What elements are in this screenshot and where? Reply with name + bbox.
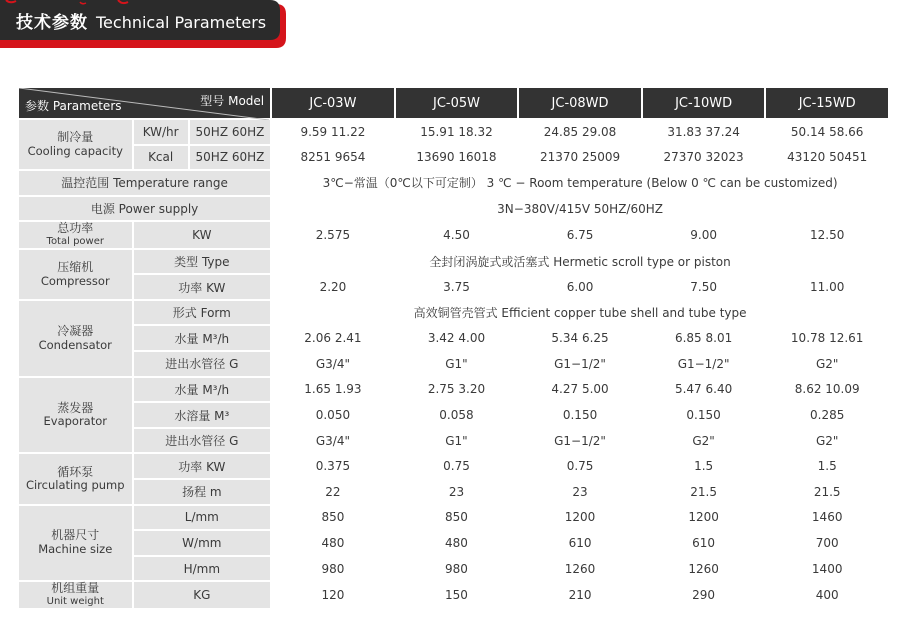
model-header: JC-03W [272, 88, 394, 118]
table-header-row [19, 88, 888, 118]
table-row [19, 403, 888, 427]
sub-label: 进出水管径 G [134, 352, 271, 376]
value-cell: 6.75 [566, 228, 594, 243]
power-supply-value: 3N−380V/415V 50HZ/60HZ [497, 201, 663, 216]
value-cell: 850 [321, 510, 345, 525]
category-label-en: Circulating pump [25, 478, 125, 493]
value-cell: 9.59 11.22 [300, 124, 366, 139]
category-label-en: Machine size [38, 542, 113, 557]
table-row [19, 582, 888, 607]
value-cell: 290 [692, 588, 716, 603]
value-cell: 23 [572, 484, 588, 499]
table-row [19, 480, 888, 504]
table-row [19, 301, 888, 325]
category-total-power [19, 222, 132, 247]
value-cell: 2.75 3.20 [427, 382, 486, 397]
value-cell: 13690 16018 [416, 150, 497, 165]
category-label-en: Evaporator [43, 414, 108, 429]
value-cell: 610 [692, 536, 716, 550]
value-cell: 4.27 5.00 [551, 382, 609, 397]
table-row [19, 250, 888, 274]
value-cell: 6.85 8.01 [674, 331, 733, 346]
section-title-zh: 技术参数 [16, 13, 88, 33]
category-evaporator [19, 378, 132, 453]
value-cell: 43120 50451 [787, 150, 868, 165]
value-cell: 11.00 [810, 280, 845, 295]
unit-cell: Kcal [134, 146, 188, 170]
category-label-zh: 冷凝器 [57, 323, 94, 338]
category-label-en: Unit weight [46, 596, 104, 608]
value-cell: G1−1/2" [677, 356, 730, 371]
value-cell: 1200 [564, 510, 596, 525]
sub-label: 水溶量 M³ [134, 403, 271, 427]
unit-cell: KG [134, 582, 271, 607]
category-condenser [19, 301, 132, 376]
value-cell: 7.50 [690, 280, 717, 295]
value-cell: 2.20 [319, 280, 347, 295]
value-cell: G2" [815, 433, 839, 448]
value-cell: G3/4" [315, 356, 350, 371]
value-cell: 21370 25009 [539, 150, 621, 165]
compressor-type-value: 全封闭涡旋式或活塞式 Hermetic scroll type or piston [429, 254, 731, 269]
decorative-accent [0, 0, 140, 10]
category-label-zh: 蒸发器 [57, 400, 94, 415]
value-cell: 0.375 [315, 459, 351, 474]
table-row [19, 326, 888, 350]
sub-label: 功率 KW [134, 454, 271, 478]
table-row [19, 506, 888, 530]
value-cell: 5.34 6.25 [551, 331, 609, 346]
table-row [19, 146, 888, 170]
category-machine-size [19, 506, 132, 581]
value-cell: 3.75 [443, 280, 470, 295]
value-cell: G1" [445, 433, 468, 448]
sub-label: 类型 Type [134, 250, 271, 274]
value-cell: 0.285 [810, 408, 845, 423]
category-compressor [19, 250, 132, 299]
value-cell: 610 [568, 536, 592, 550]
value-cell: 1.65 1.93 [304, 382, 362, 397]
table-row [19, 378, 888, 402]
table-row [19, 275, 888, 299]
value-cell: 27370 32023 [663, 150, 744, 165]
value-cell: 9.00 [690, 228, 717, 243]
value-cell: 12.50 [810, 228, 845, 243]
model-header: JC-08WD [519, 88, 641, 118]
value-cell: 400 [815, 588, 839, 603]
value-cell: 1460 [811, 510, 843, 525]
value-cell: 700 [815, 536, 839, 550]
value-cell: G2" [692, 433, 715, 448]
value-cell: 4.50 [443, 228, 470, 243]
category-label-en: Cooling capacity [27, 143, 123, 158]
category-circulating-pump [19, 454, 132, 503]
value-cell: 23 [448, 484, 465, 499]
sub-label: 进出水管径 G [134, 429, 271, 453]
value-cell: 980 [321, 561, 345, 576]
category-unit-weight [19, 582, 132, 607]
value-cell: G1−1/2" [554, 433, 606, 448]
value-cell: 1.5 [817, 459, 837, 474]
value-cell: 6.00 [566, 280, 594, 295]
value-cell: G3/4" [315, 433, 350, 448]
section-title-en: Technical Parameters [96, 13, 267, 32]
value-cell: 22 [325, 484, 341, 499]
unit-cell: KW [134, 222, 271, 247]
table-row [19, 557, 888, 581]
model-header: JC-05W [396, 88, 518, 118]
category-label-zh: 压缩机 [57, 259, 94, 274]
sub-label: 扬程 m [134, 480, 271, 504]
value-cell: 1260 [688, 561, 719, 576]
sub-label: 形式 Form [134, 301, 271, 325]
model-header: JC-15WD [766, 88, 888, 118]
value-cell: 8.62 10.09 [794, 382, 860, 397]
table-row [19, 352, 888, 376]
sub-label: L/mm [134, 506, 271, 530]
value-cell: 2.575 [315, 228, 351, 243]
value-cell: 850 [445, 510, 468, 525]
value-cell: 150 [445, 588, 468, 603]
sub-label: H/mm [134, 557, 271, 581]
value-cell: 24.85 29.08 [543, 124, 617, 139]
parameters-table [17, 86, 890, 610]
value-cell: 5.47 6.40 [674, 382, 733, 397]
unit-cell: KW/hr [134, 120, 188, 144]
category-cooling-capacity [19, 120, 132, 169]
value-cell: 21.5 [690, 484, 717, 499]
frequency-cell: 50HZ 60HZ [190, 146, 270, 170]
table-row [19, 454, 888, 478]
sub-label: 水量 M³/h [134, 326, 271, 350]
value-cell: G1−1/2" [554, 356, 606, 371]
corner-model-label: 型号 Model [200, 94, 265, 108]
value-cell: 980 [445, 561, 468, 576]
sub-label: 功率 KW [134, 275, 271, 299]
value-cell: 2.06 2.41 [304, 331, 362, 346]
condenser-form-value: 高效铜管壳管式 Efficient copper tube shell and tube type [413, 306, 747, 321]
value-cell: 10.78 12.61 [790, 331, 864, 346]
value-cell: 120 [321, 588, 345, 603]
corner-cell [19, 88, 270, 118]
value-cell: 0.75 [566, 459, 594, 474]
value-cell: 0.150 [562, 408, 598, 423]
value-cell: 0.050 [315, 408, 351, 423]
corner-param-label: 参数 Parameters [25, 99, 122, 113]
section-title [16, 8, 266, 38]
value-cell: 0.150 [686, 408, 721, 423]
value-cell: G1" [445, 356, 468, 371]
value-cell: 480 [445, 536, 468, 550]
frequency-cell: 50HZ 60HZ [190, 120, 270, 144]
category-label-zh: 机组重量 [51, 581, 100, 596]
value-cell: 1400 [811, 561, 843, 576]
model-header: JC-10WD [643, 88, 765, 118]
value-cell: 50.14 58.66 [790, 124, 864, 139]
section-banner [0, 0, 900, 60]
category-label-zh: 制冷量 [57, 130, 94, 145]
value-cell: 480 [321, 536, 345, 550]
value-cell: 1200 [688, 510, 719, 525]
table-row [19, 531, 888, 555]
category-label-en: Condensator [38, 337, 112, 352]
value-cell: 1260 [564, 561, 596, 576]
table-row [19, 429, 888, 453]
value-cell: 15.91 18.32 [420, 124, 493, 139]
value-cell: 31.83 37.24 [667, 124, 740, 139]
value-cell: 1.5 [694, 459, 714, 474]
value-cell: 210 [568, 588, 592, 603]
value-cell: G2" [815, 356, 839, 371]
table-row [19, 120, 888, 144]
value-cell: 21.5 [813, 484, 841, 499]
table-row [19, 222, 888, 247]
category-label-zh: 机器尺寸 [51, 528, 100, 543]
category-label-zh: 循环泵 [57, 464, 94, 479]
temperature-range-label: 温控范围 Temperature range [19, 171, 270, 195]
table-row [19, 197, 888, 221]
value-cell: 0.058 [439, 408, 474, 423]
category-label-en: Total power [46, 236, 104, 248]
value-cell: 3.42 4.00 [427, 331, 486, 346]
power-supply-label: 电源 Power supply [19, 197, 270, 221]
value-cell: 0.75 [443, 459, 470, 474]
category-label-en: Compressor [40, 273, 110, 288]
sub-label: W/mm [134, 531, 271, 555]
value-cell: 8251 9654 [300, 150, 366, 165]
table-row [19, 171, 888, 195]
category-label-zh: 总功率 [57, 221, 94, 236]
sub-label: 水量 M³/h [134, 378, 271, 402]
temperature-range-value: 3℃−常温（0℃以下可定制） 3 ℃ − Room temperature (Below 0 ℃ can be customized) [322, 176, 838, 191]
